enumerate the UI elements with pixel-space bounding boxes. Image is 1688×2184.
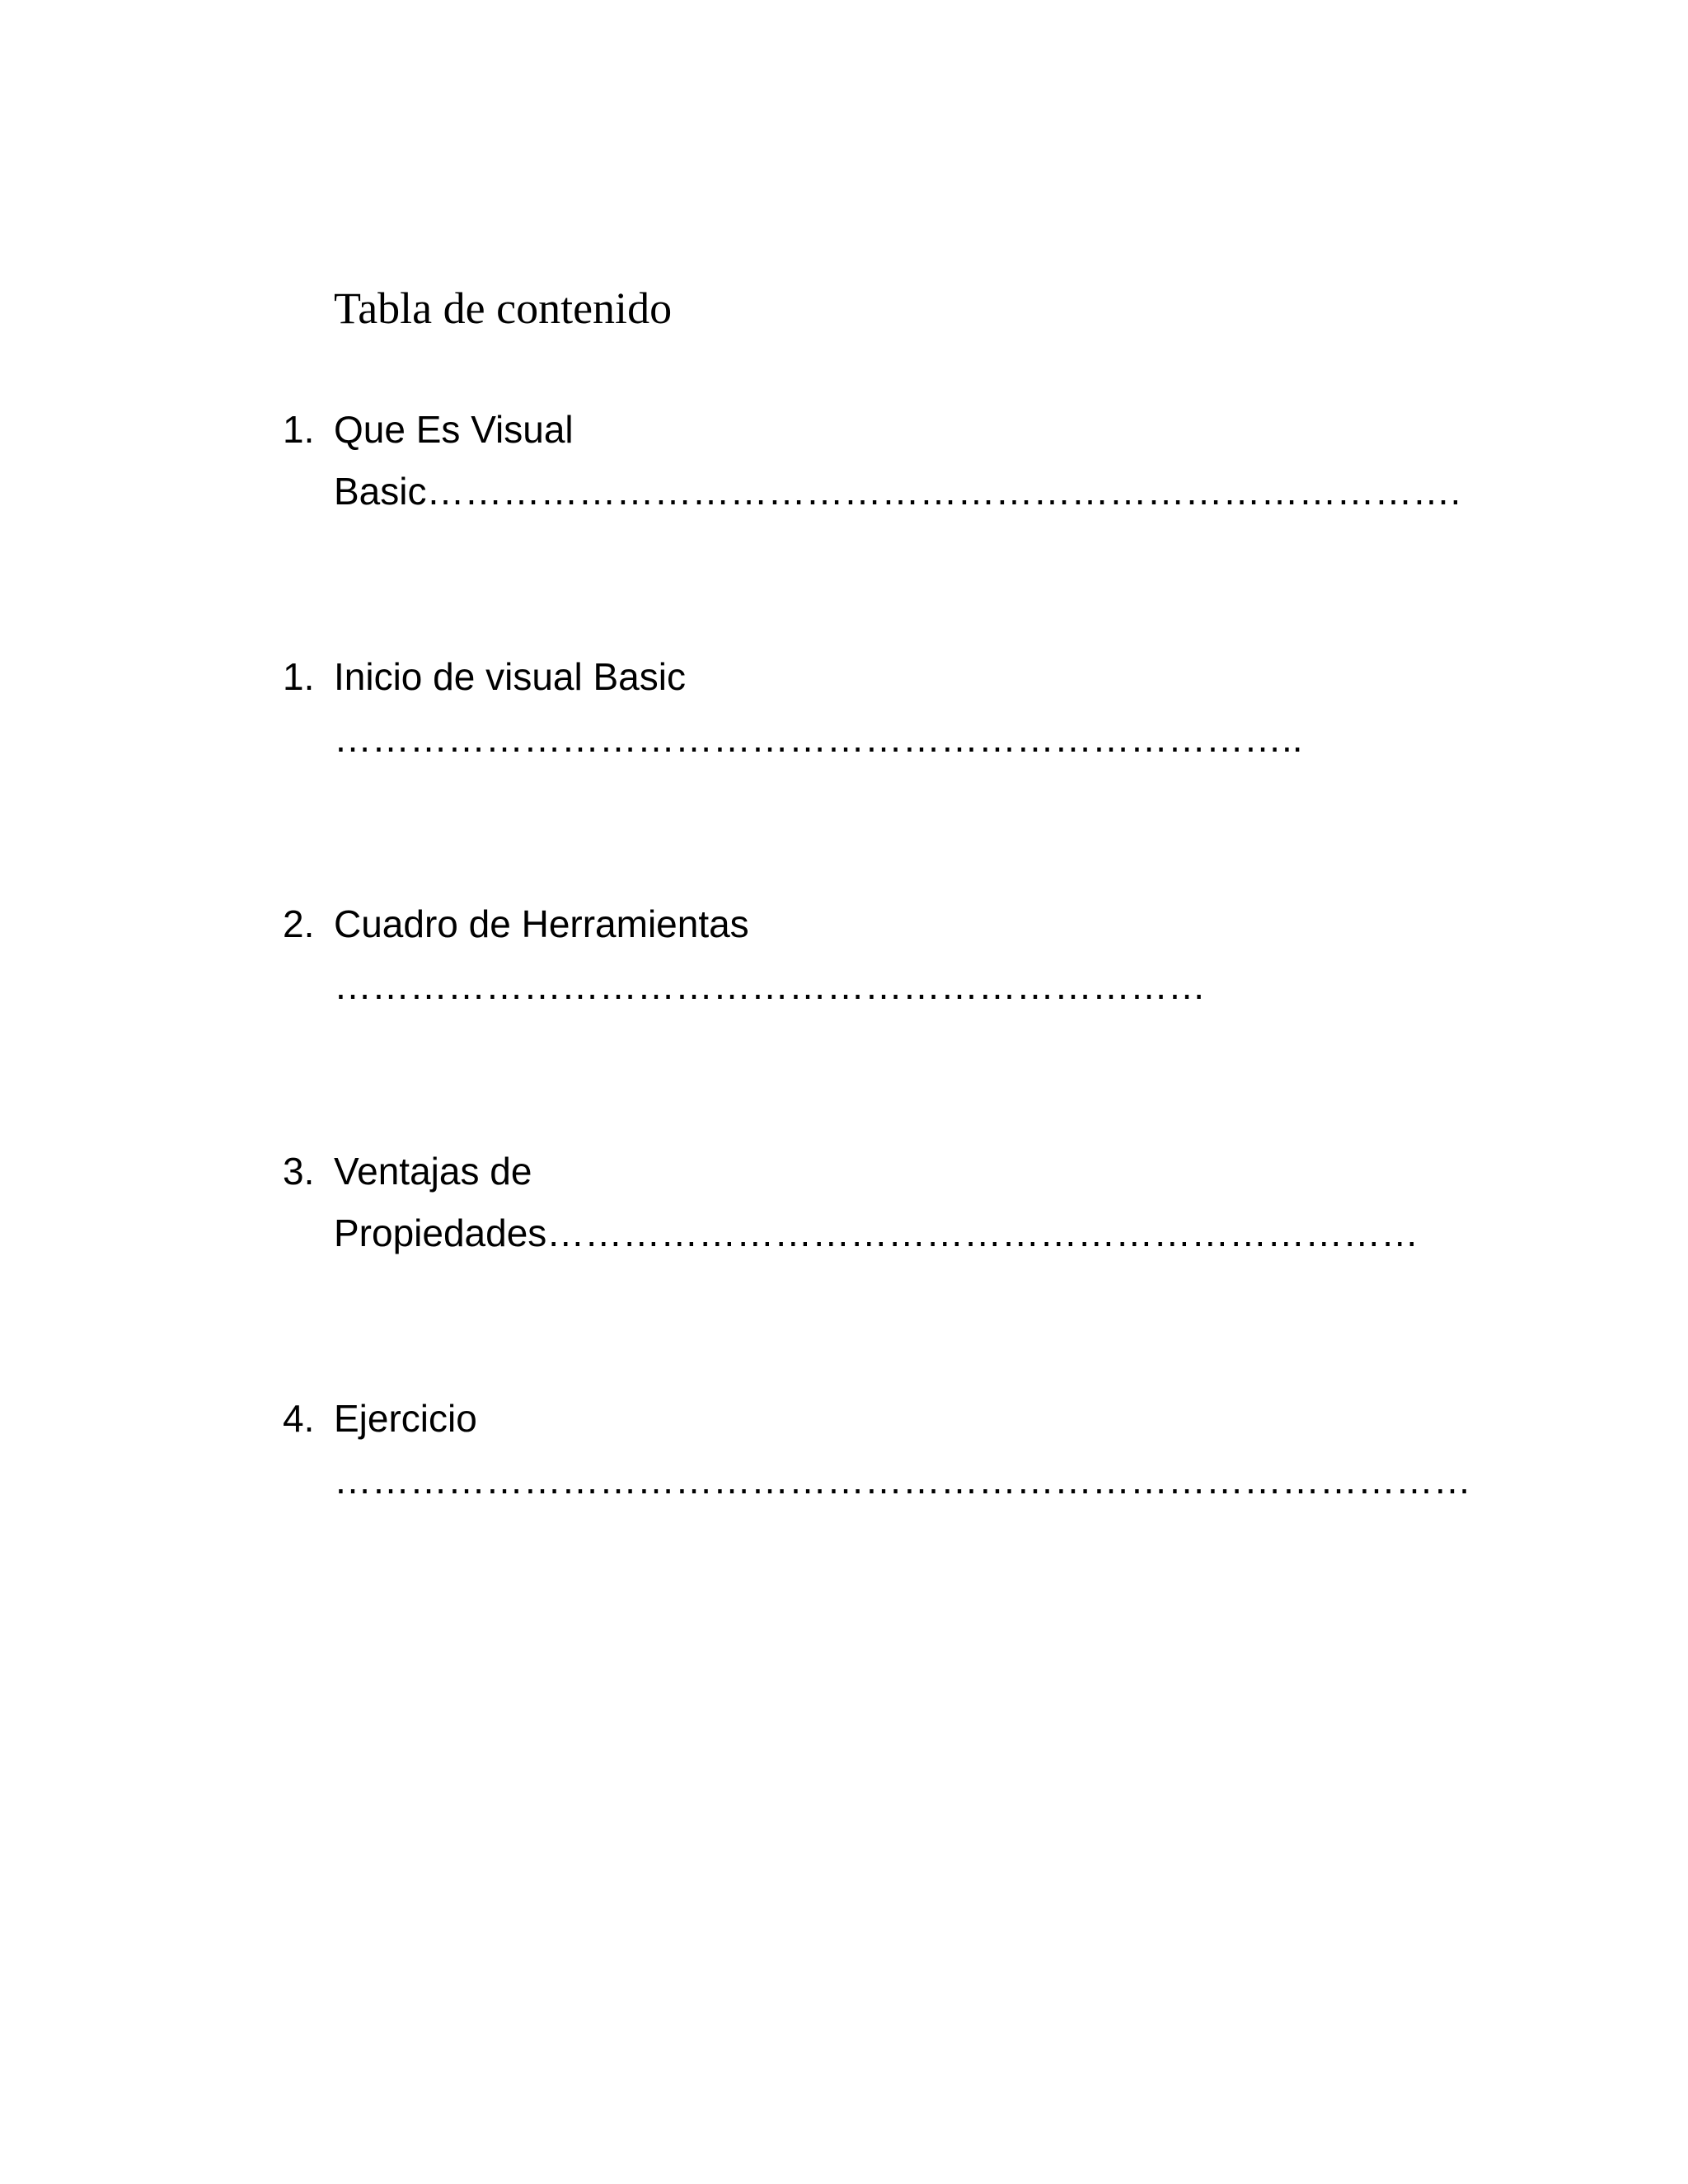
toc-item-title: Que Es Visual xyxy=(334,408,574,451)
toc-item-leader: Propiedades…………………………………………………………… xyxy=(334,1212,1419,1254)
toc-item-leader: …………………………………………………………… xyxy=(334,964,1206,1007)
toc-item-leader: ……………………………………………………………………………… xyxy=(334,1459,1471,1502)
toc-item-title: Inicio de visual Basic xyxy=(334,655,686,698)
toc-item-number: 4. xyxy=(283,1397,315,1440)
toc-item-number: 2. xyxy=(283,902,315,945)
toc-item-leader: ………………………………………………………………….. xyxy=(334,717,1303,760)
toc-item-leader: Basic………………………………………………………………………. xyxy=(334,470,1461,513)
toc-item-number: 1. xyxy=(283,408,315,451)
toc-item-title: Ventajas de xyxy=(334,1150,532,1193)
toc-item-title: Cuadro de Herramientas xyxy=(334,902,749,945)
toc-title: Tabla de contenido xyxy=(334,284,673,333)
toc-item-number: 3. xyxy=(283,1150,315,1193)
toc-item-title: Ejercicio xyxy=(334,1397,477,1440)
toc-item-number: 1. xyxy=(283,655,315,698)
